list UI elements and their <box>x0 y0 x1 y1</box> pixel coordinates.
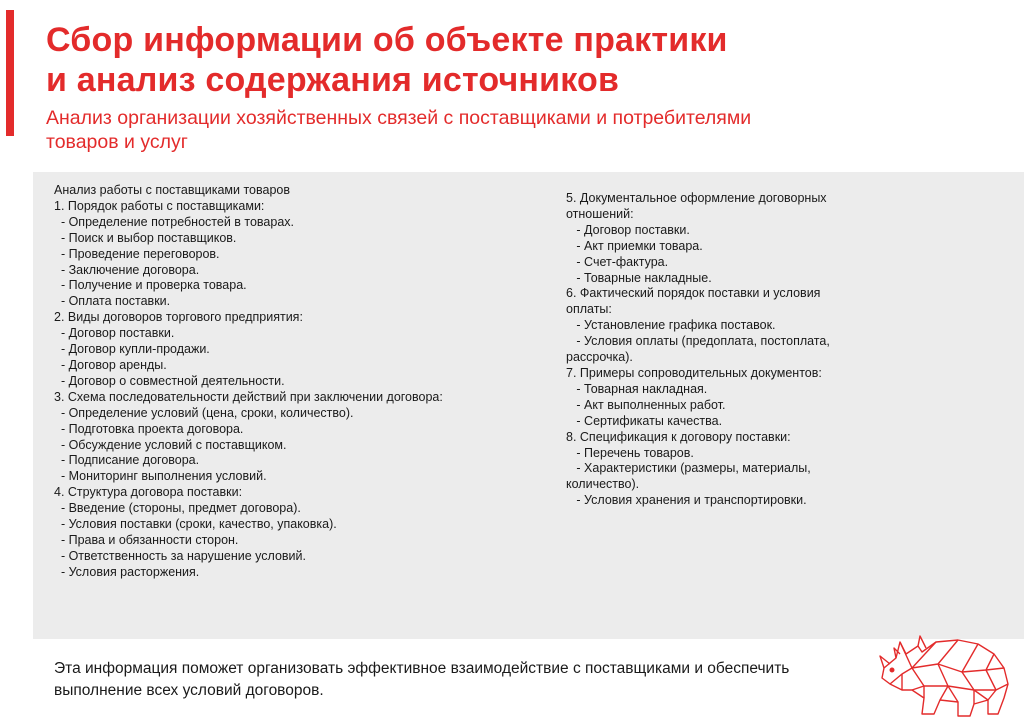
text-line: - Характеристики (размеры, материалы, <box>566 461 811 476</box>
text-line: - Перечень товаров. <box>566 445 694 460</box>
text-line: - Договор аренды. <box>54 357 167 372</box>
page-title <box>46 20 946 100</box>
text-line: - Договор купли-продажи. <box>54 342 210 357</box>
text-line: - Введение (стороны, предмет договора). <box>54 501 301 516</box>
text-line: 5. Документальное оформление договорных <box>566 191 827 205</box>
text-line: - Заключение договора. <box>54 262 200 277</box>
text-line: - Товарная накладная. <box>566 381 708 396</box>
text-line: - Договор поставки. <box>566 222 690 237</box>
text-line: - Поиск и выбор поставщиков. <box>54 230 237 245</box>
rhino-logo-icon <box>878 628 1018 720</box>
text-line: Анализ работы с поставщиками товаров <box>54 183 291 197</box>
text-line: количество). <box>566 477 640 492</box>
text-line: - Товарные накладные. <box>566 270 712 285</box>
text-line: - Подготовка проекта договора. <box>54 421 244 436</box>
text-line: - Договор поставки. <box>54 326 175 341</box>
text-line: оплаты: <box>566 302 612 317</box>
text-line: - Мониторинг выполнения условий. <box>54 469 267 484</box>
text-line: - Установление графика поставок. <box>566 318 776 333</box>
title-line: и анализ содержания источников <box>46 61 620 99</box>
title-line: Сбор информации об объекте практики <box>46 21 728 59</box>
text-line: 6. Фактический порядок поставки и условия <box>566 286 821 301</box>
text-line: - Договор о совместной деятельности. <box>54 373 285 388</box>
text-line: - Сертификаты качества. <box>566 413 723 428</box>
text-line: - Права и обязанности сторон. <box>54 532 239 547</box>
text-line: 4. Структура договора поставки: <box>54 485 243 500</box>
footer-note <box>54 658 884 702</box>
text-line: - Условия хранения и транспортировки. <box>566 493 807 508</box>
text-line: 1. Порядок работы с поставщиками: <box>54 198 265 213</box>
text-line: - Оплата поставки. <box>54 294 171 309</box>
text-line: отношений: <box>566 206 634 221</box>
text-line: - Обсуждение условий с поставщиком. <box>54 437 287 452</box>
text-line: - Счет-фактура. <box>566 254 669 269</box>
text-line: 8. Спецификация к договору поставки: <box>566 429 791 444</box>
subtitle-line: Анализ организации хозяйственных связей с поставщиками и потребителями <box>46 107 752 129</box>
right-column <box>566 191 866 509</box>
page-subtitle <box>46 106 866 154</box>
text-line: - Ответственность за нарушение условий. <box>54 548 306 563</box>
footer-line: выполнение всех условий договоров. <box>54 682 324 699</box>
text-line: - Получение и проверка товара. <box>54 278 247 293</box>
text-line: - Подписание договора. <box>54 453 200 468</box>
text-line: - Определение потребностей в товарах. <box>54 214 295 229</box>
text-line: - Проведение переговоров. <box>54 246 220 261</box>
text-line: 2. Виды договоров торгового предприятия: <box>54 310 303 325</box>
text-line: 7. Примеры сопроводительных документов: <box>566 365 822 380</box>
accent-bar <box>6 10 14 136</box>
left-column <box>54 183 524 581</box>
text-line: - Определение условий (цена, сроки, количество). <box>54 405 354 420</box>
footer-line: Эта информация поможет организовать эффективное взаимодействие с поставщиками и обеспечить <box>54 660 790 677</box>
text-line: - Условия расторжения. <box>54 564 200 579</box>
text-line: - Условия поставки (сроки, качество, упаковка). <box>54 517 337 532</box>
text-line: рассрочка). <box>566 350 633 365</box>
subtitle-line: товаров и услуг <box>46 131 188 153</box>
text-line: - Условия оплаты (предоплата, постоплата, <box>566 334 830 349</box>
text-line: - Акт приемки товара. <box>566 238 703 253</box>
text-line: 3. Схема последовательности действий при заключении договора: <box>54 389 443 404</box>
text-line: - Акт выполненных работ. <box>566 397 726 412</box>
